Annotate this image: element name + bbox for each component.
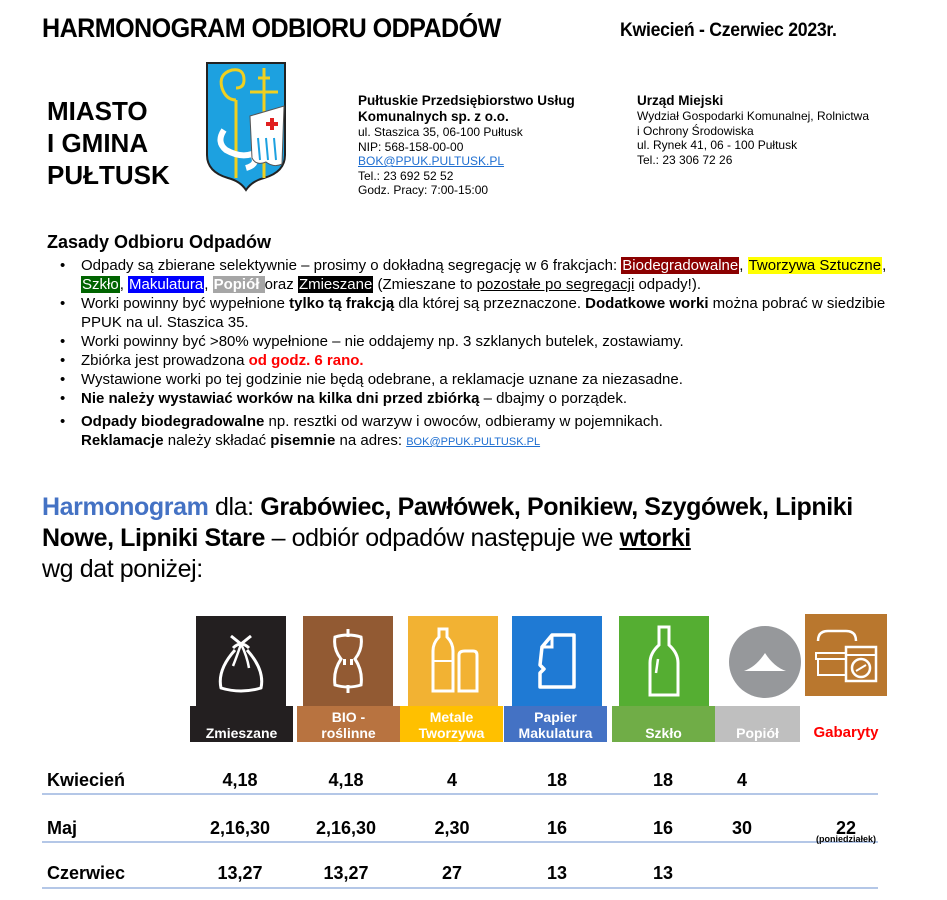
category-label-line2: Popiół — [736, 725, 779, 741]
category-label-line2: Makulatura — [518, 725, 593, 741]
schedule-text: – odbiór odpadów następuje we — [271, 524, 620, 552]
date-cell: 13,27 — [323, 863, 369, 883]
category-label-line2: Szkło — [645, 725, 682, 741]
plastic-metal-tile — [408, 616, 498, 706]
category-label-mixed — [190, 706, 293, 742]
rule-bold: Dodatkowe worki — [585, 295, 709, 312]
rules-list — [60, 256, 920, 452]
furniture-washer-icon — [812, 625, 880, 685]
category-label-line2: Gabaryty — [813, 724, 879, 741]
rule-item — [60, 351, 920, 370]
schedule-word: Harmonogram — [42, 493, 209, 521]
rule-text: np. resztki od warzyw i owoców, odbieramy w pojemnikach. — [264, 413, 663, 430]
rule-text: Wystawione worki po tej godzinie nie będą odebrane, a reklamacje uznane za niezasadne. — [81, 371, 683, 388]
schedule-places: Grabówiec, Pawłówek, Ponikiew, Szygówek, Lipniki Nowe, Lipniki Stare — [42, 493, 853, 552]
date-cell: 13,27 — [217, 863, 263, 883]
city-line-3: PUŁTUSK — [47, 160, 170, 190]
ash-tile — [729, 626, 801, 698]
category-label-line1: BIO - — [331, 709, 366, 725]
date-cell: 4 — [446, 770, 457, 790]
fraction-glass: Szkło — [82, 276, 119, 293]
trash-bag-icon — [211, 626, 271, 696]
rule-bold: tylko tą frakcją — [289, 295, 395, 312]
company-phone: Tel.: 23 692 52 52 — [358, 168, 454, 183]
date-cell: 13 — [546, 863, 568, 883]
date-cell: 2,16,30 — [209, 818, 271, 838]
rule-item — [60, 332, 920, 351]
category-label-glass — [612, 706, 715, 742]
company-name-1: Pułtuskie Przedsiębiorstwo Usług — [358, 93, 575, 108]
city-name — [47, 95, 170, 191]
month-label: Czerwiec — [47, 863, 126, 883]
rule-text: należy składać — [163, 432, 271, 449]
row-divider — [42, 793, 878, 795]
bulky-waste-tile — [805, 614, 887, 696]
fraction-ash: Popiół — [213, 276, 264, 293]
glass-tile — [619, 616, 709, 706]
row-divider — [42, 841, 878, 843]
company-info — [358, 93, 575, 198]
company-name-2: Komunalnych sp. z o.o. — [358, 109, 509, 124]
date-cell: 2,16,30 — [315, 818, 377, 838]
separator: , — [204, 276, 213, 293]
category-label-line2: Tworzywa — [418, 725, 485, 741]
category-label-paper — [504, 706, 607, 742]
office-dept-2: i Ochrony Środowiska — [637, 123, 754, 138]
rule-text: Zbiórka jest prowadzona — [81, 352, 249, 369]
office-address: ul. Rynek 41, 06 - 100 Pułtusk — [637, 138, 798, 152]
month-label: Kwiecień — [47, 770, 126, 790]
rule-text: dla której są przeznaczone. — [394, 295, 586, 312]
bio-waste-tile — [303, 616, 393, 706]
category-label-line2: Zmieszane — [205, 725, 278, 741]
bottle-can-icon — [423, 625, 483, 697]
city-line-1: MIASTO — [47, 96, 148, 126]
apple-core-icon — [323, 625, 373, 697]
schedule-heading — [42, 492, 912, 585]
date-cell: 16 — [652, 818, 674, 838]
fraction-mixed: Zmieszane — [298, 276, 373, 293]
company-hours: Godz. Pracy: 7:00-15:00 — [358, 183, 489, 197]
separator: , — [882, 257, 887, 274]
rule-bold: pisemnie — [270, 432, 336, 449]
rule-text: Worki powinny być >80% wypełnione – nie oddajemy np. 3 szklanych butelek, zostawiamy. — [81, 333, 684, 350]
month-label: Maj — [47, 818, 78, 838]
schedule-tail: wg dat poniżej: — [42, 555, 203, 583]
fraction-plastic: Tworzywa Sztuczne — [748, 257, 882, 274]
office-dept-1: Wydział Gospodarki Komunalnej, Rolnictwa — [637, 109, 869, 123]
document-title: HARMONOGRAM ODBIORU ODPADÓW — [42, 13, 501, 43]
schedule-day: wtorki — [619, 524, 691, 552]
category-label-line1: Metale — [429, 709, 474, 725]
category-label-ash — [715, 706, 800, 742]
coat-of-arms-icon — [204, 60, 288, 192]
table-row — [0, 762, 840, 802]
category-label-bulky — [800, 706, 892, 742]
rule-text: odpady!). — [634, 276, 701, 293]
monday-note: (poniedziałek) — [815, 834, 876, 844]
schedule-period: Kwiecień - Czerwiec 2023r. — [620, 20, 837, 41]
ash-icon — [740, 647, 790, 677]
separator: , — [739, 257, 748, 274]
rule-item — [60, 389, 920, 408]
rule-text: na adres: — [335, 432, 407, 449]
date-cell: 4,18 — [328, 770, 364, 790]
rule-highlight: od godz. 6 rano. — [248, 352, 364, 369]
separator: , — [119, 276, 129, 293]
date-cell: 18 — [652, 770, 674, 790]
rule-text: Worki powinny być wypełnione — [81, 295, 290, 312]
office-phone: Tel.: 23 306 72 26 — [637, 152, 733, 167]
company-email-link[interactable]: BOK@PPUK.PULTUSK.PL — [358, 154, 505, 168]
rule-bold: Nie należy wystawiać worków na kilka dni przed zbiórką — [81, 390, 480, 407]
rule-text: (Zmieszane to — [373, 276, 477, 293]
rule-item — [60, 412, 920, 452]
rule-text: oraz — [264, 276, 298, 293]
table-row — [0, 855, 840, 895]
office-info — [637, 93, 869, 167]
date-cell: 30 — [731, 818, 753, 838]
fraction-bio: Biodegradowalne — [622, 257, 739, 274]
rule-text: – dbajmy o porządek. — [479, 390, 628, 407]
date-cell: 22 — [835, 818, 857, 838]
company-address: ul. Staszica 35, 06-100 Pułtusk — [358, 125, 523, 139]
rule-underlined: pozostałe po segregacji — [476, 276, 635, 293]
office-name: Urząd Miejski — [637, 93, 724, 108]
rule-text: można pobrać w siedzibie PPUK na ul. Staszica 35. — [81, 295, 886, 331]
city-line-2: I GMINA — [47, 128, 149, 158]
category-label-bio — [297, 706, 400, 742]
fraction-paper: Makulatura — [129, 276, 204, 293]
rule-item — [60, 370, 920, 389]
rule-bold: Odpady biodegradowalne — [81, 413, 265, 430]
rule-item — [60, 294, 920, 332]
complaints-email-link[interactable]: BOK@PPUK.PULTUSK.PL — [406, 436, 541, 448]
paper-tile — [512, 616, 602, 706]
date-cell: 27 — [441, 863, 463, 883]
date-cell: 16 — [546, 818, 568, 838]
rules-title: Zasady Odbioru Odpadów — [47, 232, 272, 252]
date-cell: 13 — [652, 863, 674, 883]
glass-bottle-icon — [644, 623, 684, 699]
paper-icon — [532, 629, 582, 693]
rule-text: Odpady są zbierane selektywnie – prosimy o dokładną segregację w 6 frakcjach: — [81, 257, 622, 274]
rule-item — [60, 256, 920, 294]
date-cell: 4 — [736, 770, 747, 790]
category-label-plastic — [400, 706, 503, 742]
category-label-line1: Papier — [534, 709, 577, 725]
date-cell: 4,18 — [222, 770, 258, 790]
row-divider — [42, 887, 878, 889]
schedule-text: dla: — [208, 493, 261, 521]
rule-bold: Reklamacje — [81, 432, 164, 449]
date-cell: 18 — [546, 770, 568, 790]
mixed-waste-tile — [196, 616, 286, 706]
company-nip: NIP: 568-158-00-00 — [358, 139, 464, 154]
category-label-line2: roślinne — [321, 725, 376, 741]
date-cell: 2,30 — [434, 818, 470, 838]
